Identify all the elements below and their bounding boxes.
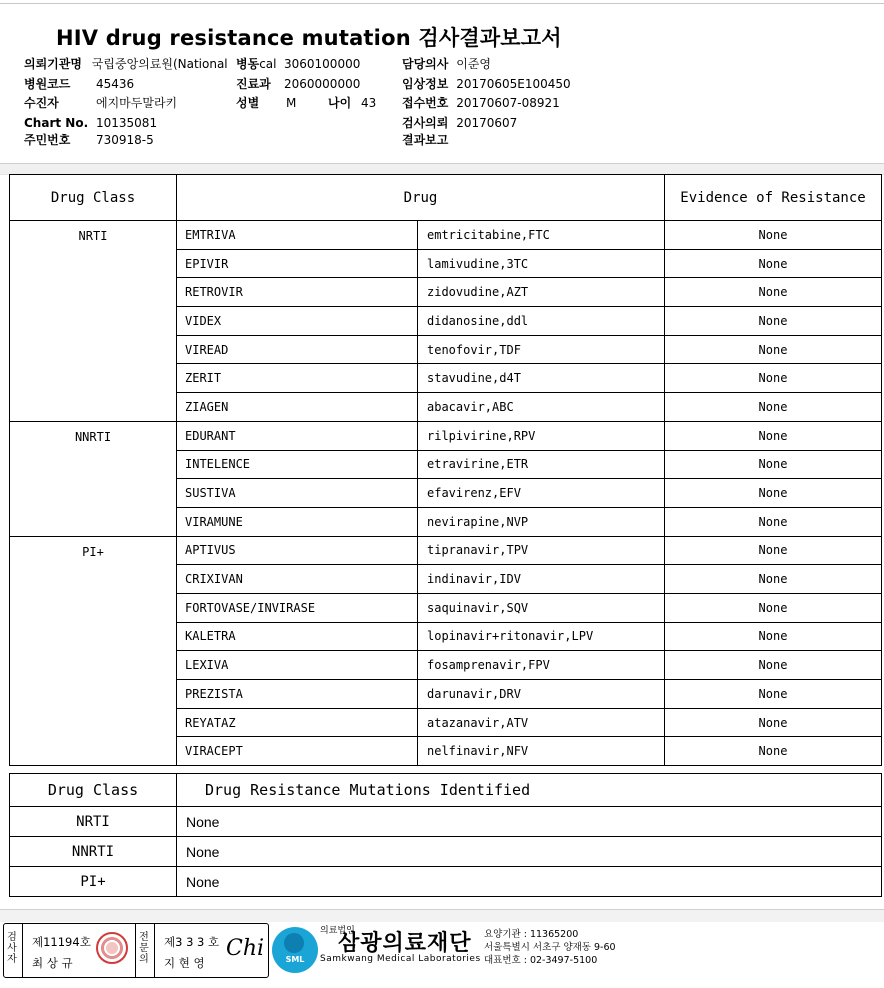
evidence-cell: None — [665, 393, 882, 422]
drug-brand-cell: VIRACEPT — [177, 737, 418, 766]
drug-generic-cell: lopinavir+ritonavir,LPV — [418, 622, 665, 651]
drug-generic-cell: tipranavir,TPV — [418, 536, 665, 565]
chart-value: 10135081 — [96, 116, 158, 130]
footer-separator — [0, 909, 884, 922]
mutation-class-cell: NNRTI — [10, 837, 177, 867]
evidence-cell: None — [665, 221, 882, 250]
drug-row — [10, 421, 882, 450]
result-field: 결과보고 — [402, 133, 449, 147]
drug-table-body — [10, 221, 882, 766]
resident-label: 주민번호 — [24, 133, 71, 147]
drug-generic-cell: tenofovir,TDF — [418, 335, 665, 364]
drug-generic-cell: indinavir,IDV — [418, 565, 665, 594]
drug-generic-cell: didanosine,ddl — [418, 307, 665, 336]
evidence-cell: None — [665, 479, 882, 508]
evidence-cell: None — [665, 364, 882, 393]
doctor-field: 담당의사 이준영 — [402, 57, 491, 71]
drug-generic-cell: nevirapine,NVP — [418, 507, 665, 536]
evidence-cell: None — [665, 680, 882, 709]
drug-brand-cell: REYATAZ — [177, 708, 418, 737]
age-field: 나이 43 — [328, 96, 377, 110]
drug-brand-cell: ZIAGEN — [177, 393, 418, 422]
dept-label: 진료과 — [236, 77, 271, 91]
mut-header-mutations: Drug Resistance Mutations Identified — [177, 774, 882, 807]
drug-generic-cell: darunavir,DRV — [418, 680, 665, 709]
drug-brand-cell: SUSTIVA — [177, 479, 418, 508]
sml-logo-icon: SML — [272, 927, 318, 973]
patient-value: 에지마두말라키 — [96, 96, 178, 110]
mutation-class-cell: PI+ — [10, 867, 177, 897]
evidence-cell: None — [665, 335, 882, 364]
top-rule — [0, 3, 884, 4]
drug-brand-cell: APTIVUS — [177, 536, 418, 565]
chart-label: Chart No. — [24, 116, 89, 130]
evidence-cell: None — [665, 536, 882, 565]
drug-generic-cell: emtricitabine,FTC — [418, 221, 665, 250]
drug-row — [10, 221, 882, 250]
request-field: 검사의뢰 20170607 — [402, 116, 518, 130]
drug-generic-cell: efavirenz,EFV — [418, 479, 665, 508]
drug-generic-cell: fosamprenavir,FPV — [418, 651, 665, 680]
lab-institution-code: 요양기관 : 11365200 — [484, 929, 579, 940]
evidence-cell: None — [665, 622, 882, 651]
drug-brand-cell: VIREAD — [177, 335, 418, 364]
lab-name: 의료법인삼광의료재단 — [320, 926, 472, 956]
header-evidence: Evidence of Resistance — [665, 175, 882, 221]
drug-row — [10, 536, 882, 565]
lab-info — [484, 928, 616, 967]
evidence-cell: None — [665, 307, 882, 336]
drug-brand-cell: FORTOVASE/INVIRASE — [177, 593, 418, 622]
evidence-cell: None — [665, 708, 882, 737]
examiner-name: 최 상 규 — [32, 956, 73, 970]
drug-generic-cell: saquinavir,SQV — [418, 593, 665, 622]
evidence-cell: None — [665, 565, 882, 594]
drug-generic-cell: rilpivirine,RPV — [418, 421, 665, 450]
examiner-license: 제11194호 — [32, 935, 91, 949]
lab-english-name: Samkwang Medical Laboratories — [320, 954, 481, 964]
mutation-value-cell: None — [177, 807, 882, 837]
institution-field: 의뢰기관명 국립중앙의료원(National — [24, 57, 228, 71]
drug-brand-cell: VIDEX — [177, 307, 418, 336]
signature-box — [3, 923, 269, 978]
drug-generic-cell: abacavir,ABC — [418, 393, 665, 422]
mutation-value-cell: None — [177, 837, 882, 867]
receipt-field: 접수번호 20170607-08921 — [402, 96, 560, 110]
drug-generic-cell: stavudine,d4T — [418, 364, 665, 393]
drug-brand-cell: KALETRA — [177, 622, 418, 651]
evidence-cell: None — [665, 737, 882, 766]
drug-generic-cell: zidovudine,AZT — [418, 278, 665, 307]
evidence-cell: None — [665, 278, 882, 307]
drug-generic-cell: lamivudine,3TC — [418, 249, 665, 278]
examiner-label: 검사자 — [7, 932, 17, 965]
doctor-label: 전문의 — [139, 932, 149, 965]
evidence-cell: None — [665, 507, 882, 536]
mutation-row — [10, 867, 882, 897]
lab-phone: 대표번호 : 02-3497-5100 — [484, 955, 598, 966]
drug-table-header — [10, 175, 882, 221]
mutations-table-header — [10, 774, 882, 807]
drug-brand-cell: INTELENCE — [177, 450, 418, 479]
report-title: HIV drug resistance mutation 검사결과보고서 — [56, 26, 562, 50]
drug-brand-cell: PREZISTA — [177, 680, 418, 709]
drug-resistance-table — [9, 174, 882, 766]
ward-code: 3060100000 — [284, 57, 361, 71]
hospital-code-value: 45436 — [96, 77, 135, 91]
header-drug: Drug — [177, 175, 665, 221]
mutation-value-cell: None — [177, 867, 882, 897]
mutation-row — [10, 837, 882, 867]
drug-generic-cell: etravirine,ETR — [418, 450, 665, 479]
drug-brand-cell: LEXIVA — [177, 651, 418, 680]
drug-brand-cell: VIRAMUNE — [177, 507, 418, 536]
drug-brand-cell: EDURANT — [177, 421, 418, 450]
evidence-cell: None — [665, 421, 882, 450]
mut-header-class: Drug Class — [10, 774, 177, 807]
lab-address: 서울특별시 서초구 양재동 9-60 — [484, 942, 616, 953]
mutation-class-cell: NRTI — [10, 807, 177, 837]
mutations-table — [9, 773, 882, 897]
sex-label: 성별 — [236, 96, 260, 110]
drug-class-cell: PI+ — [10, 536, 177, 766]
evidence-cell: None — [665, 249, 882, 278]
sex-value: M — [286, 96, 297, 110]
evidence-cell: None — [665, 593, 882, 622]
patient-label: 수진자 — [24, 96, 59, 110]
drug-generic-cell: nelfinavir,NFV — [418, 737, 665, 766]
drug-brand-cell: ZERIT — [177, 364, 418, 393]
doctor-signature: Chi — [226, 936, 265, 961]
dept-value: 2060000000 — [284, 77, 361, 91]
clinical-field: 임상정보 20170605E100450 — [402, 77, 571, 91]
evidence-cell: None — [665, 651, 882, 680]
ward-field: 병동cal — [236, 57, 277, 71]
drug-brand-cell: EMTRIVA — [177, 221, 418, 250]
evidence-cell: None — [665, 450, 882, 479]
doctor-license: 제3 3 3 호 — [164, 935, 220, 949]
header-drug-class: Drug Class — [10, 175, 177, 221]
drug-class-cell: NRTI — [10, 221, 177, 422]
mutation-row — [10, 807, 882, 837]
drug-brand-cell: RETROVIR — [177, 278, 418, 307]
hospital-code-label: 병원코드 — [24, 77, 71, 91]
drug-generic-cell: atazanavir,ATV — [418, 708, 665, 737]
drug-brand-cell: EPIVIR — [177, 249, 418, 278]
examiner-seal-icon — [96, 932, 128, 964]
doctor-name: 지 현 영 — [164, 956, 205, 970]
drug-brand-cell: CRIXIVAN — [177, 565, 418, 594]
resident-value: 730918-5 — [96, 133, 154, 147]
drug-class-cell: NNRTI — [10, 421, 177, 536]
mutations-table-body — [10, 807, 882, 897]
